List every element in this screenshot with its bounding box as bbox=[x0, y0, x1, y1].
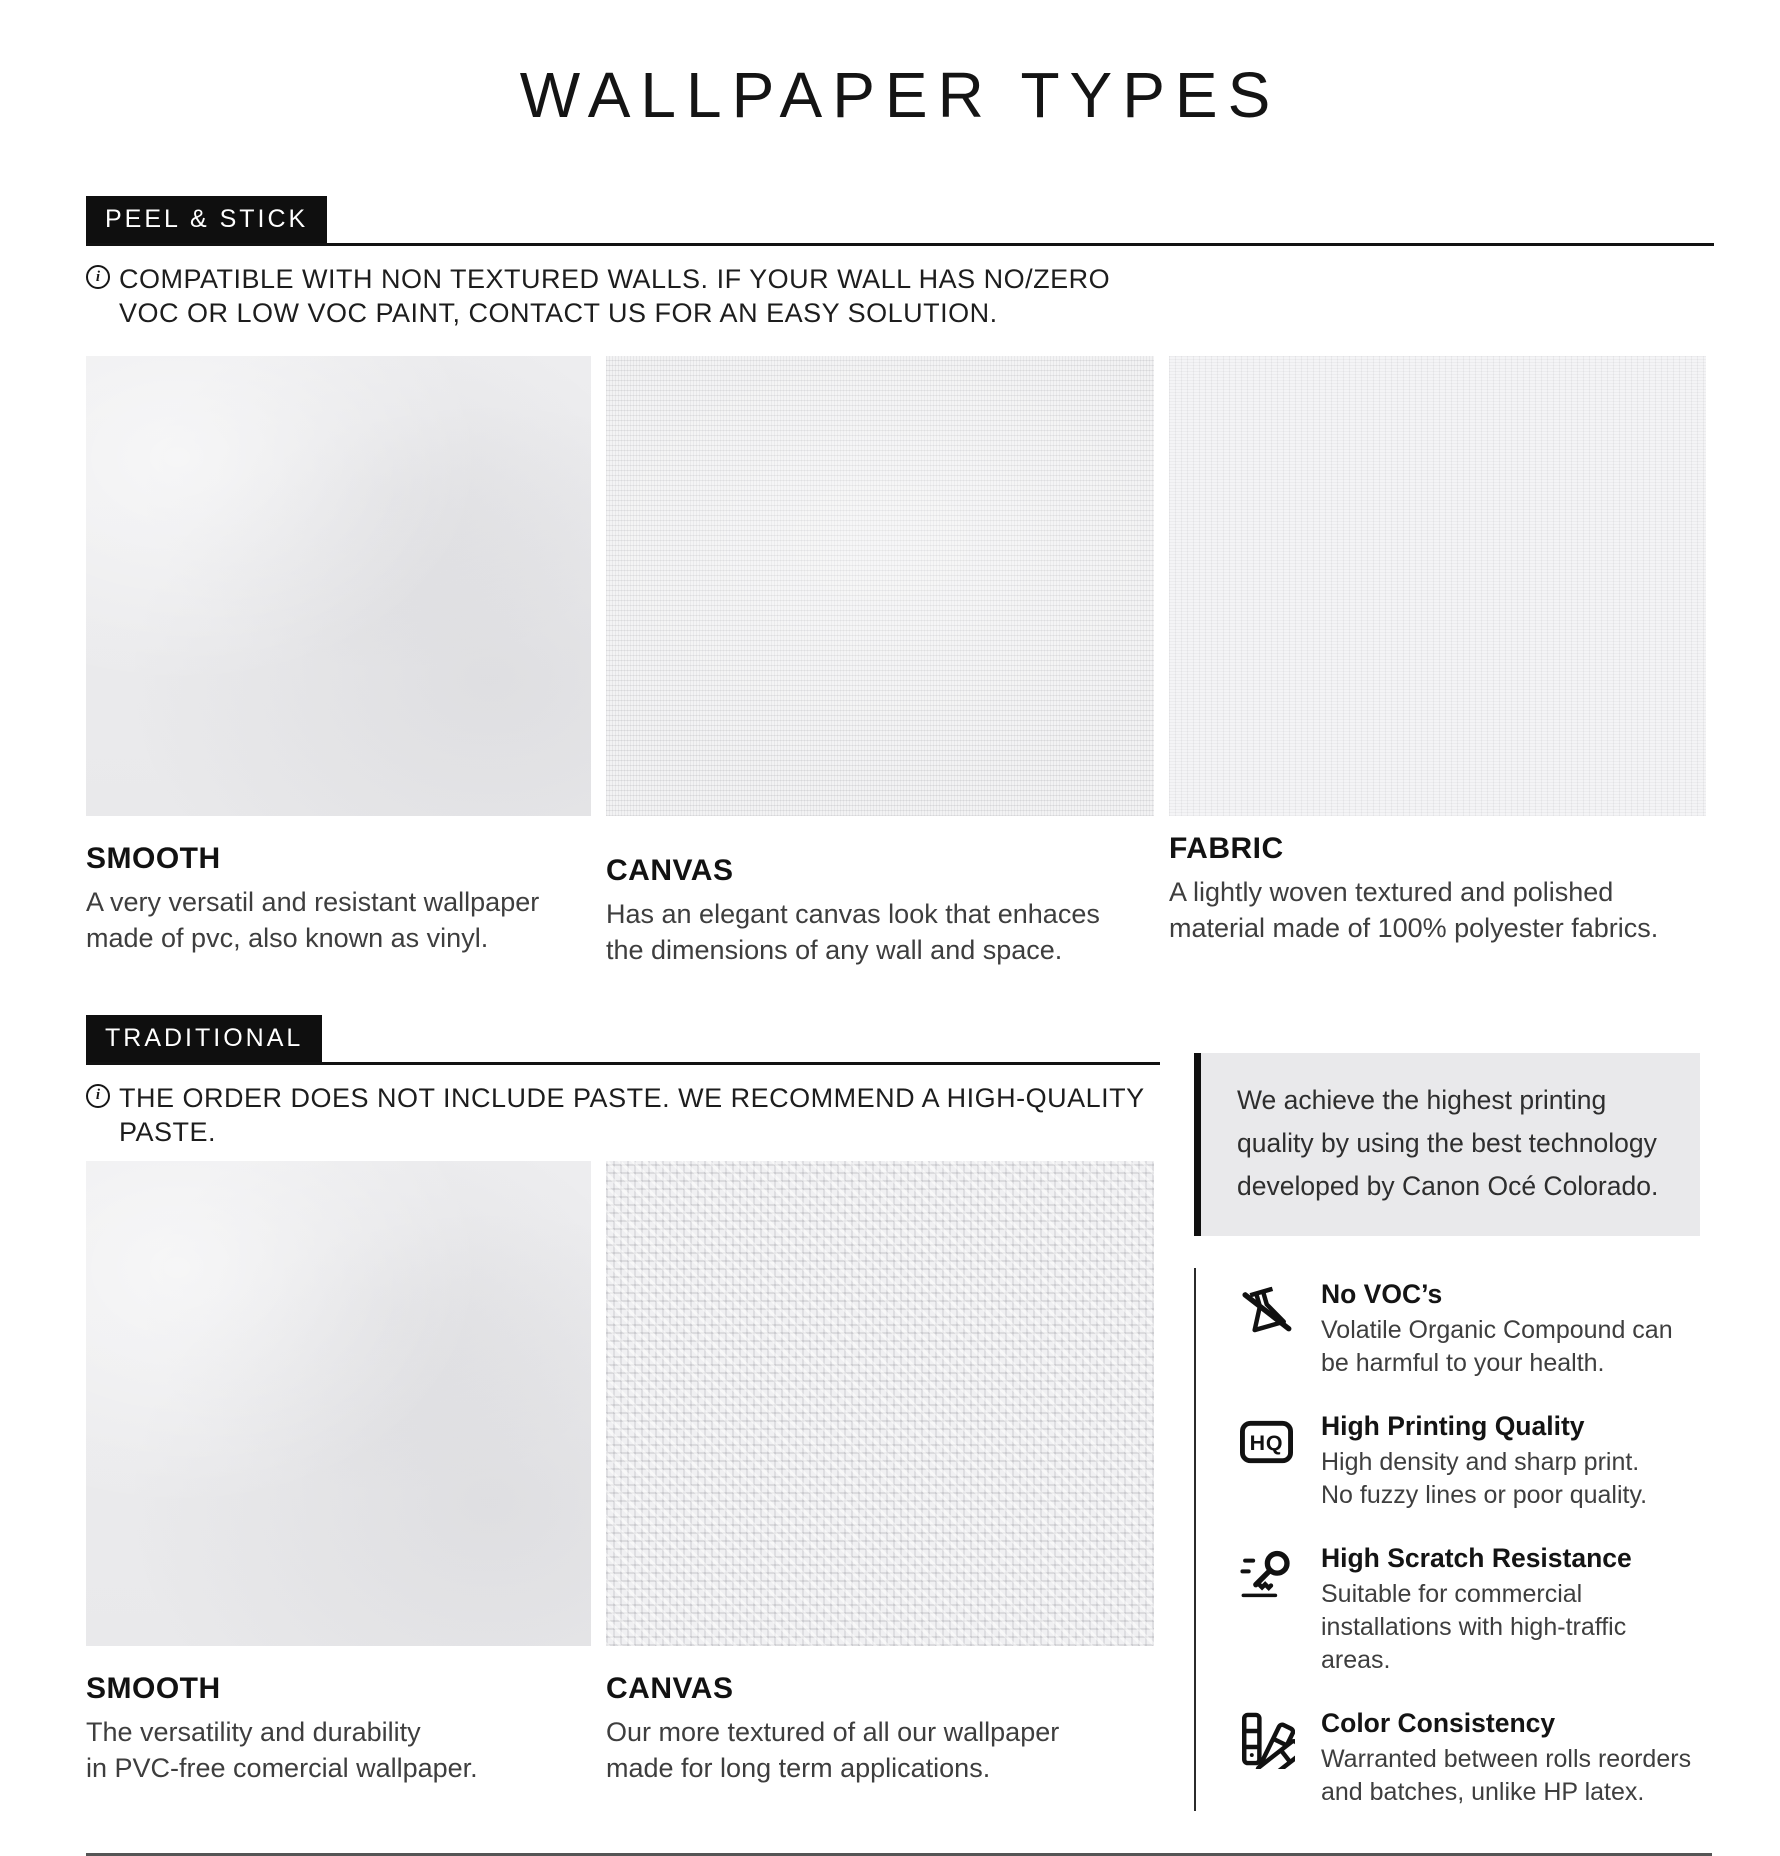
traditional-note-text bbox=[119, 1081, 1160, 1149]
section-peel-stick bbox=[86, 196, 1714, 969]
info-icon: i bbox=[86, 265, 110, 289]
desc-line: A lightly woven textured and polished bbox=[1169, 877, 1614, 908]
quote-line: We achieve the highest printing bbox=[1237, 1084, 1607, 1115]
traditional-header bbox=[86, 1015, 1160, 1065]
feature-text bbox=[1321, 1542, 1700, 1677]
quote-line: developed by Canon Océ Colorado. bbox=[1237, 1170, 1659, 1201]
feature-title: No VOC’s bbox=[1321, 1278, 1443, 1309]
swatch-column-canvas bbox=[606, 356, 1154, 969]
feature-text bbox=[1321, 1707, 1691, 1809]
feature-body-line: and batches, unlike HP latex. bbox=[1321, 1778, 1645, 1807]
feature-no-voc bbox=[1238, 1278, 1700, 1380]
note-line: COMPATIBLE WITH NON TEXTURED WALLS. IF YOUR WALL HAS NO/ZERO bbox=[119, 264, 1111, 294]
desc-line: material made of 100% polyester fabrics. bbox=[1169, 912, 1659, 943]
swatch-column-fabric bbox=[1169, 356, 1706, 969]
feature-high-printing-quality bbox=[1238, 1410, 1700, 1512]
desc-line: the dimensions of any wall and space. bbox=[606, 934, 1063, 965]
feature-body bbox=[1321, 1578, 1700, 1677]
feature-body bbox=[1321, 1743, 1691, 1809]
feature-text bbox=[1321, 1278, 1673, 1380]
desc-line: Has an elegant canvas look that enhaces bbox=[606, 899, 1100, 930]
swatch-description bbox=[606, 897, 1154, 969]
feature-body-line: installations with high-traffic areas. bbox=[1321, 1612, 1627, 1674]
swatch-label: SMOOTH bbox=[86, 1671, 221, 1705]
swatch-column-smooth bbox=[86, 1161, 591, 1787]
svg-text:HQ: HQ bbox=[1249, 1430, 1284, 1455]
note-line: VOC OR LOW VOC PAINT, CONTACT US FOR AN EASY SOLUTION. bbox=[119, 298, 998, 329]
feature-body-line: Suitable for commercial bbox=[1321, 1579, 1583, 1608]
desc-line: in PVC-free comercial wallpaper. bbox=[86, 1752, 478, 1783]
peel-stick-badge: PEEL & STICK bbox=[86, 196, 327, 243]
swatch-description bbox=[606, 1715, 1154, 1787]
feature-body-line: be harmful to your health. bbox=[1321, 1348, 1605, 1377]
feature-body-line: No fuzzy lines or poor quality. bbox=[1321, 1480, 1648, 1509]
lower-area bbox=[86, 1015, 1714, 1811]
swatch-description bbox=[86, 885, 591, 957]
feature-body-line: High density and sharp print. bbox=[1321, 1447, 1640, 1476]
feature-body-line: Volatile Organic Compound can bbox=[1321, 1315, 1673, 1344]
page-title: WALLPAPER TYPES bbox=[519, 59, 1281, 131]
feature-scratch-resistance bbox=[1238, 1542, 1700, 1677]
section-traditional bbox=[86, 1015, 1160, 1811]
swatch-description bbox=[86, 1715, 591, 1787]
desc-line: The versatility and durability bbox=[86, 1716, 421, 1747]
canvas-texture-sample bbox=[606, 356, 1154, 816]
desc-line: made of pvc, also known as vinyl. bbox=[86, 922, 489, 953]
peel-stick-header bbox=[86, 196, 1714, 246]
quote-line: quality by using the best technology bbox=[1237, 1127, 1657, 1158]
scratch-resistant-key-icon bbox=[1238, 1544, 1295, 1604]
feature-list bbox=[1194, 1268, 1700, 1812]
note-line: THE ORDER DOES NOT INCLUDE PASTE. WE RECOMMEND A HIGH-QUALITY PASTE. bbox=[119, 1082, 1145, 1147]
traditional-swatch-grid bbox=[86, 1161, 1160, 1787]
swatch-label: SMOOTH bbox=[86, 842, 221, 876]
fabric-texture-sample bbox=[1169, 356, 1706, 816]
smooth-texture-sample bbox=[86, 1161, 591, 1646]
feature-text bbox=[1321, 1410, 1647, 1512]
feature-body bbox=[1321, 1314, 1673, 1380]
desc-line: Our more textured of all our wallpaper bbox=[606, 1716, 1060, 1747]
feature-title: High Scratch Resistance bbox=[1321, 1542, 1632, 1573]
peel-stick-note bbox=[86, 262, 1714, 330]
feature-title: High Printing Quality bbox=[1321, 1410, 1585, 1441]
info-icon: i bbox=[86, 1084, 110, 1108]
traditional-note bbox=[86, 1081, 1160, 1149]
desc-line: A very versatil and resistant wallpaper bbox=[86, 887, 540, 918]
swatch-column-canvas bbox=[606, 1161, 1154, 1787]
feature-body-line: Warranted between rolls reorders bbox=[1321, 1745, 1692, 1774]
smooth-texture-sample bbox=[86, 356, 591, 816]
printing-quality-quote bbox=[1194, 1053, 1700, 1236]
swatch-column-smooth bbox=[86, 356, 591, 969]
desc-line: made for long term applications. bbox=[606, 1752, 991, 1783]
feature-color-consistency bbox=[1238, 1707, 1700, 1809]
traditional-badge: TRADITIONAL bbox=[86, 1015, 322, 1062]
color-swatch-fan-icon bbox=[1238, 1709, 1295, 1769]
swatch-label: CANVAS bbox=[606, 854, 734, 888]
swatch-label: FABRIC bbox=[1169, 832, 1284, 866]
peel-stick-note-text bbox=[119, 262, 1110, 330]
peel-stick-swatch-grid bbox=[86, 356, 1714, 969]
canvas-texture-sample bbox=[606, 1161, 1154, 1646]
feature-title: Color Consistency bbox=[1321, 1707, 1556, 1738]
swatch-label: CANVAS bbox=[606, 1671, 734, 1705]
feature-body bbox=[1321, 1446, 1647, 1512]
no-voc-flask-icon bbox=[1238, 1280, 1295, 1340]
swatch-description bbox=[1169, 875, 1706, 947]
sidebar bbox=[1194, 1015, 1700, 1811]
hq-badge-icon bbox=[1238, 1412, 1295, 1472]
